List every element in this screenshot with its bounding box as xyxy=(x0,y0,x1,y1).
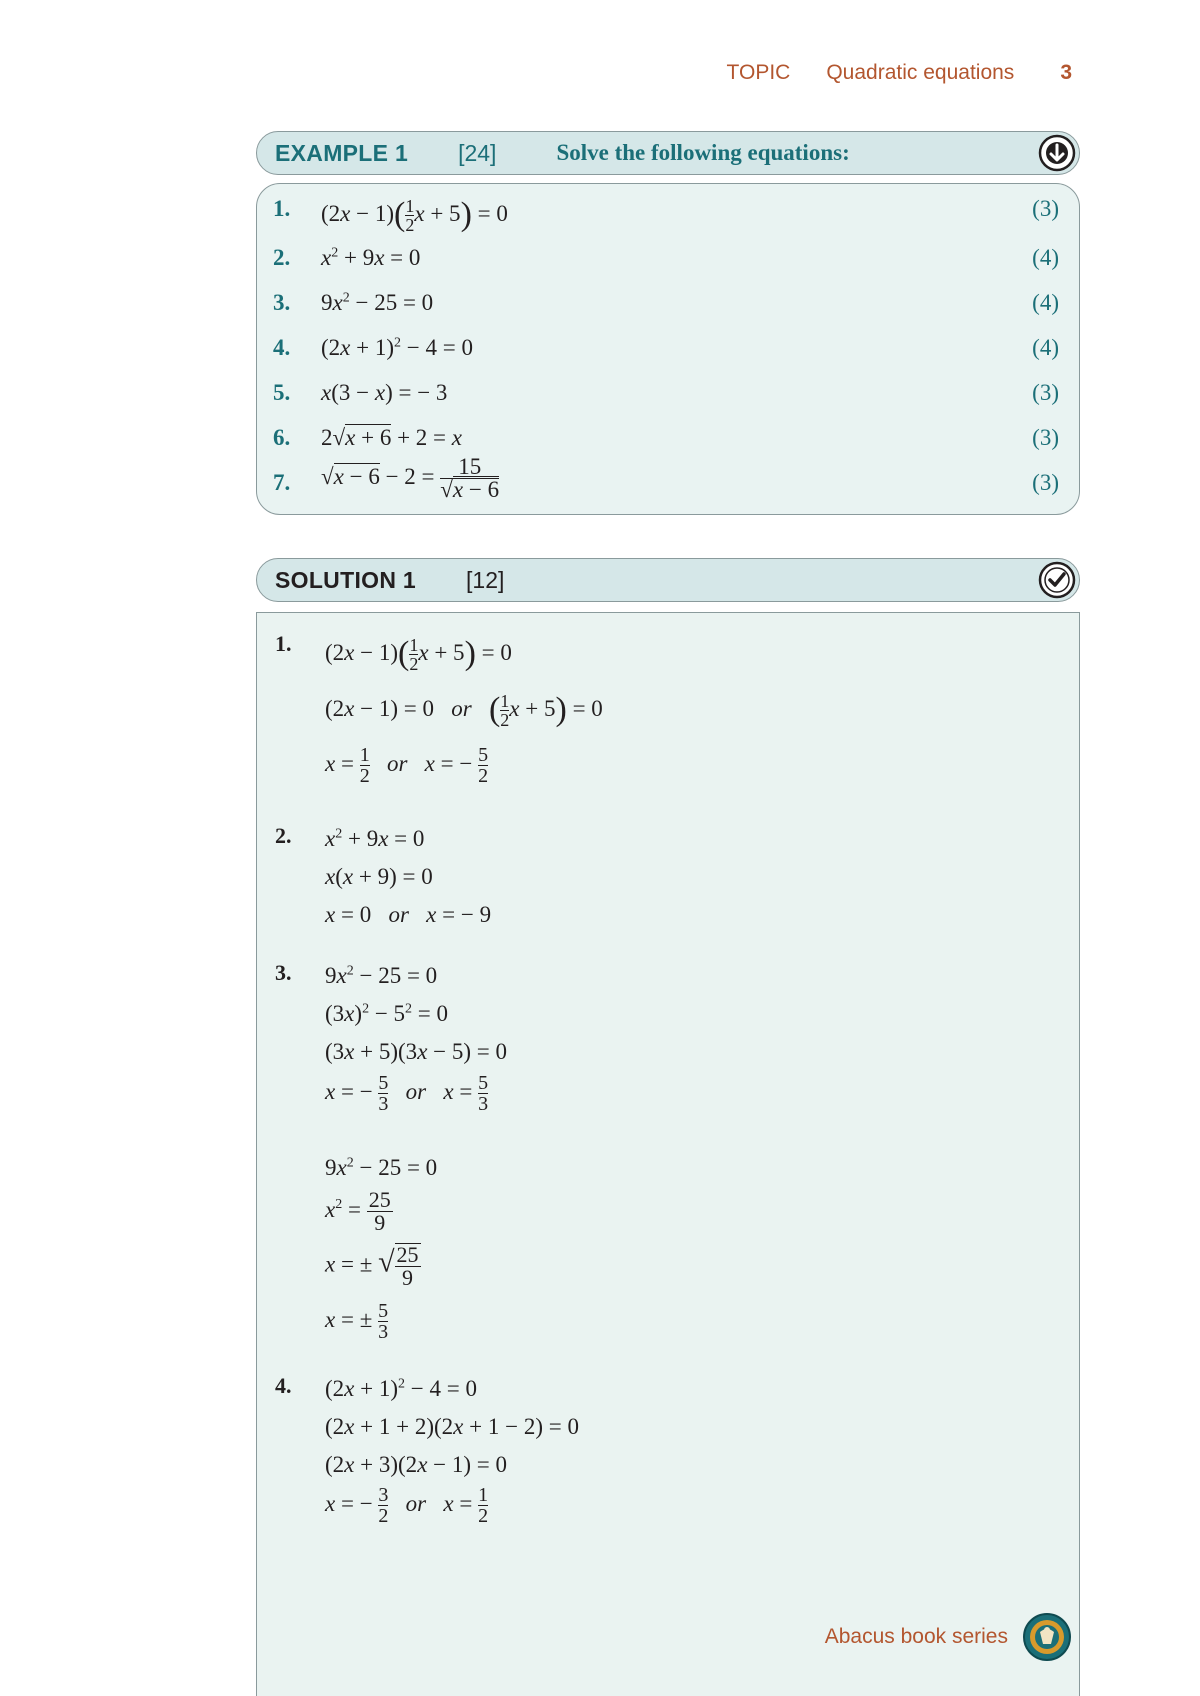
example-instruction: Solve the following equations: xyxy=(556,140,850,165)
item-marks: (3) xyxy=(1032,470,1059,495)
solution-header-bar xyxy=(256,558,1080,602)
solution-line: x(x + 9) = 0 xyxy=(325,864,433,889)
solution-line: (3x + 5)(3x − 5) = 0 xyxy=(325,1039,508,1064)
check-circle-icon[interactable] xyxy=(1037,560,1077,600)
topic-title: Quadratic equations xyxy=(826,61,1015,84)
solution-number: 2. xyxy=(275,823,292,848)
solution-line: $9x^2 - 25 = 0$ xyxy=(325,1155,438,1180)
item-equation: 2√x + 6 + 2 = x xyxy=(321,425,462,450)
solution-line: x = ± $\frac{5}{3}$ xyxy=(325,1300,389,1343)
item-equation: $9x^2 - 25 = 0$ xyxy=(321,290,434,315)
solution-line: x = ± √ $\frac{25}{9}$ xyxy=(325,1242,419,1290)
example-item xyxy=(257,245,1079,285)
page-header xyxy=(727,58,1072,88)
example-item xyxy=(257,454,1079,510)
page-number: 3 xyxy=(1060,61,1072,84)
solution-line: (2x − 1)( $\frac{1}{2}$ x + 5) = 0 xyxy=(325,635,512,675)
solution-line: (2x − 1) = 0 or ( $\frac{1}{2}$ x + 5) = 0 xyxy=(325,691,603,731)
item-marks: (3) xyxy=(1032,196,1059,221)
solution-line: $9x^2 - 25 = 0$ xyxy=(325,963,438,988)
item-number: 2. xyxy=(273,245,291,270)
solution-line: $(2x + 1)^2 - 4 = 0$ xyxy=(325,1376,477,1401)
item-marks: (3) xyxy=(1032,425,1059,450)
example-questions-box xyxy=(256,183,1080,515)
example-item xyxy=(257,290,1079,330)
item-equation: √x − 6 − 2 = $\frac{15}{√x - 6}$ xyxy=(321,454,500,502)
item-equation: $(2x + 1)^2 - 4 = 0$ xyxy=(321,335,473,360)
solution-line: x = − $\frac{5}{3}$ or x = $\frac{5}{3}$ xyxy=(325,1072,489,1115)
item-number: 3. xyxy=(273,290,291,315)
download-circle-icon[interactable] xyxy=(1037,133,1077,173)
abacus-logo-icon xyxy=(1022,1612,1072,1662)
item-equation: x(3 − x) = − 3 xyxy=(321,380,448,405)
solution-line: x = $\frac{1}{2}$ or x = − $\frac{5}{2}$ xyxy=(325,744,489,787)
solution-label: SOLUTION 1 xyxy=(275,566,417,593)
page-footer xyxy=(825,1610,1072,1664)
example-total-marks: [24] xyxy=(458,139,497,166)
solution-box xyxy=(256,612,1080,1696)
item-marks: (3) xyxy=(1032,380,1059,405)
item-number: 5. xyxy=(273,380,291,405)
solution-line: $x^2 + 9x = 0$ xyxy=(325,826,425,851)
example-header-bar xyxy=(256,131,1080,175)
example-item xyxy=(257,196,1079,236)
solution-line: $(3x)^2 - 5^2 = 0$ xyxy=(325,1001,449,1026)
example-item xyxy=(257,335,1079,375)
solution-number: 4. xyxy=(275,1373,292,1398)
solution-number: 1. xyxy=(275,631,292,656)
item-number: 1. xyxy=(273,196,291,221)
example-label: EXAMPLE 1 xyxy=(275,139,409,166)
solution-line: (2x + 3)(2x − 1) = 0 xyxy=(325,1452,508,1477)
item-number: 4. xyxy=(273,335,291,360)
item-marks: (4) xyxy=(1032,335,1059,360)
example-item xyxy=(257,380,1079,420)
topic-label: TOPIC xyxy=(726,61,791,84)
item-marks: (4) xyxy=(1032,290,1059,315)
series-name: Abacus book series xyxy=(824,1625,1008,1648)
solution-total-marks: [12] xyxy=(466,566,505,593)
solution-line: $x^2$ = $\frac{25}{9}$ xyxy=(325,1187,391,1235)
item-equation: (2x − 1)( $\frac{1}{2}$ x + 5) = 0 xyxy=(321,196,508,236)
solution-number: 3. xyxy=(275,960,292,985)
item-equation: $x^2 + 9x = 0$ xyxy=(321,245,421,270)
item-number: 7. xyxy=(273,470,291,495)
solution-line: x = 0 or x = − 9 xyxy=(325,902,492,927)
item-marks: (4) xyxy=(1032,245,1059,270)
item-number: 6. xyxy=(273,425,291,450)
solution-line: (2x + 1 + 2)(2x + 1 − 2) = 0 xyxy=(325,1414,579,1439)
solution-line: x = − $\frac{3}{2}$ or x = $\frac{1}{2}$ xyxy=(325,1484,489,1527)
